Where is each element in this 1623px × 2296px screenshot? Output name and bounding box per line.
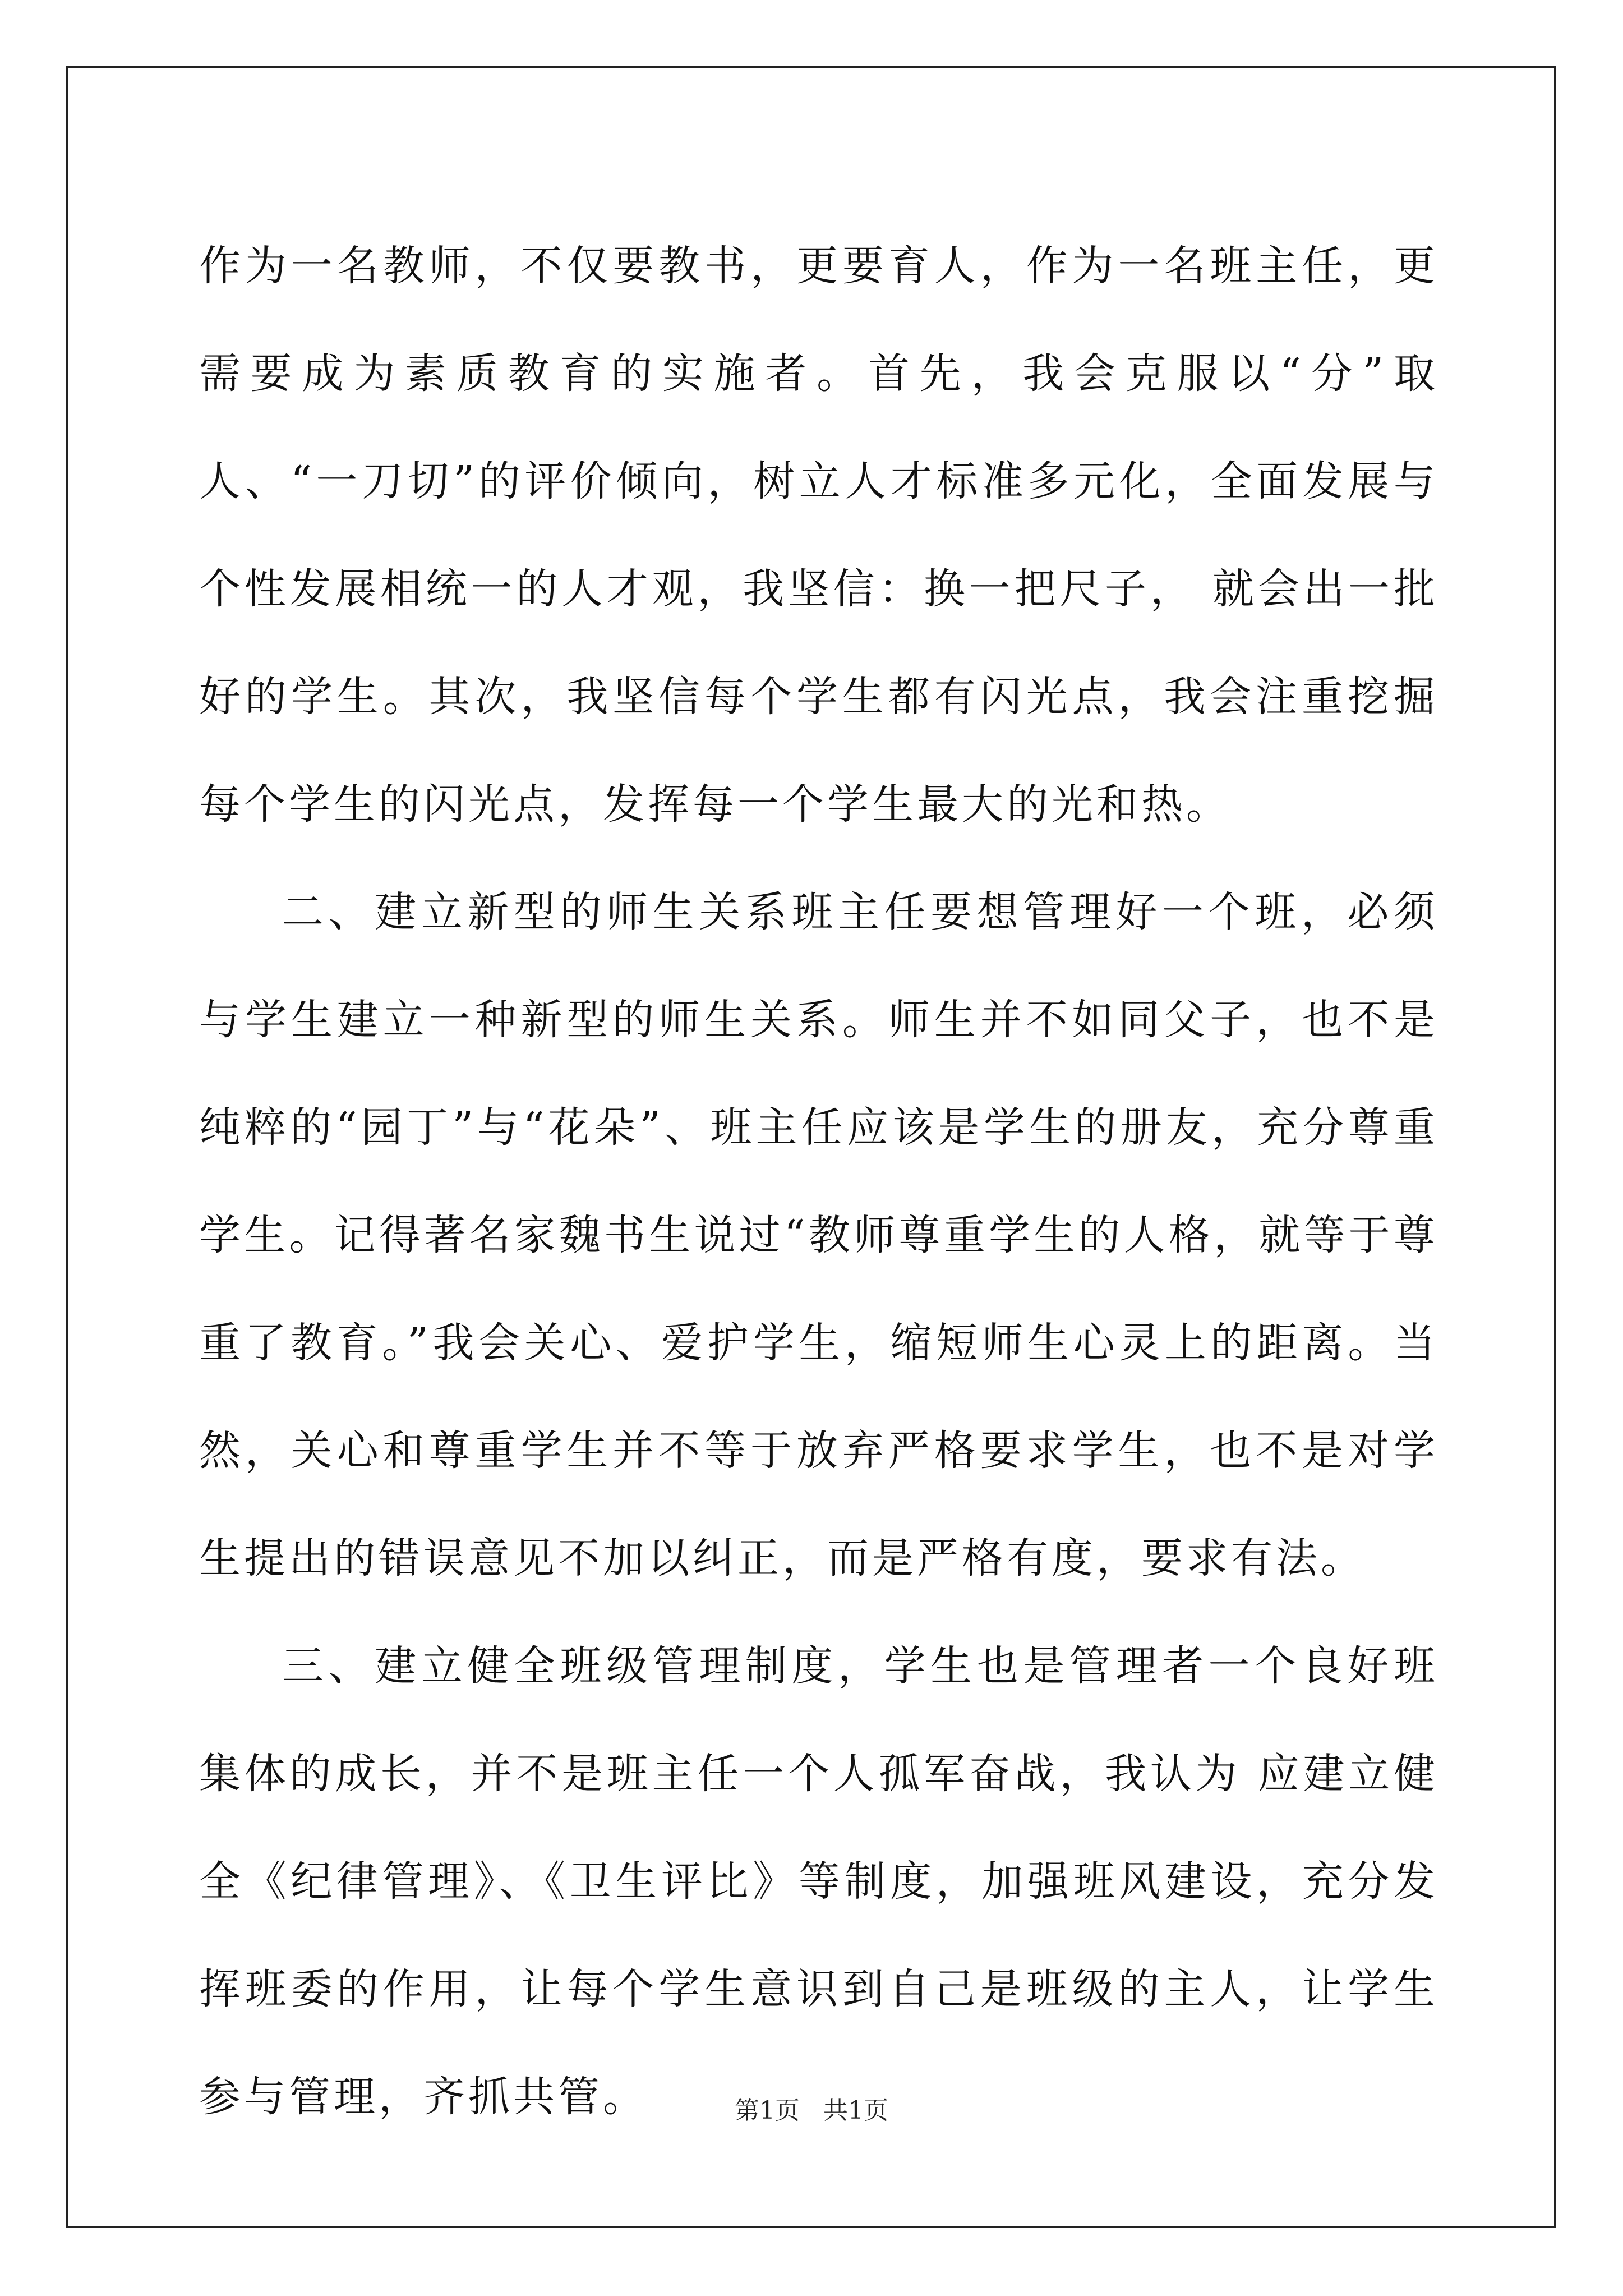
page-number-footer: 第1页 共1页	[735, 2096, 888, 2125]
document-body	[199, 212, 1438, 2151]
paragraph-2: 二、建立新型的师生关系班主任要想管理好一个班，必须与学生建立一种新型的师生关系。师生并不如同父子，也不是纯粹的“园丁”与“花朵”、班主任应该是学生的册友，充分尊重学生。记得著名家魏书生说过“教师尊重学生的人格，就等于尊重了教育。”我会关心、爱护学生，缩短师生心灵上的距离。当然，关心和尊重学生并不等于放弃严格要求学生，也不是对学生提出的错误意见不加以纠正，而是严格有度，要求有法。	[199, 888, 1438, 1582]
paragraph-1: 作为一名教师，不仅要教书，更要育人，作为一名班主任，更需要成为素质教育的实施者。首先，我会克服以“分”取人、“一刀切”的评价倾向，树立人才标准多元化，全面发展与个性发展相统一的人才观，我坚信：换一把尺子， 就会出一批好的学生。其次，我坚信每个学生都有闪光点，我会注重挖掘每个学生的闪光点，发挥每一个学生最大的光和热。	[199, 242, 1438, 829]
paragraph-3: 三、建立健全班级管理制度，学生也是管理者一个良好班集体的成长，并不是班主任一个人孤军奋战，我认为 应建立健全《纪律管理》、《卫生评比》等制度，加强班风建设，充分发挥班委的作用，让每个学生意识到自己是班级的主人，让学生参与管理，齐抓共管。	[199, 1642, 1438, 2121]
